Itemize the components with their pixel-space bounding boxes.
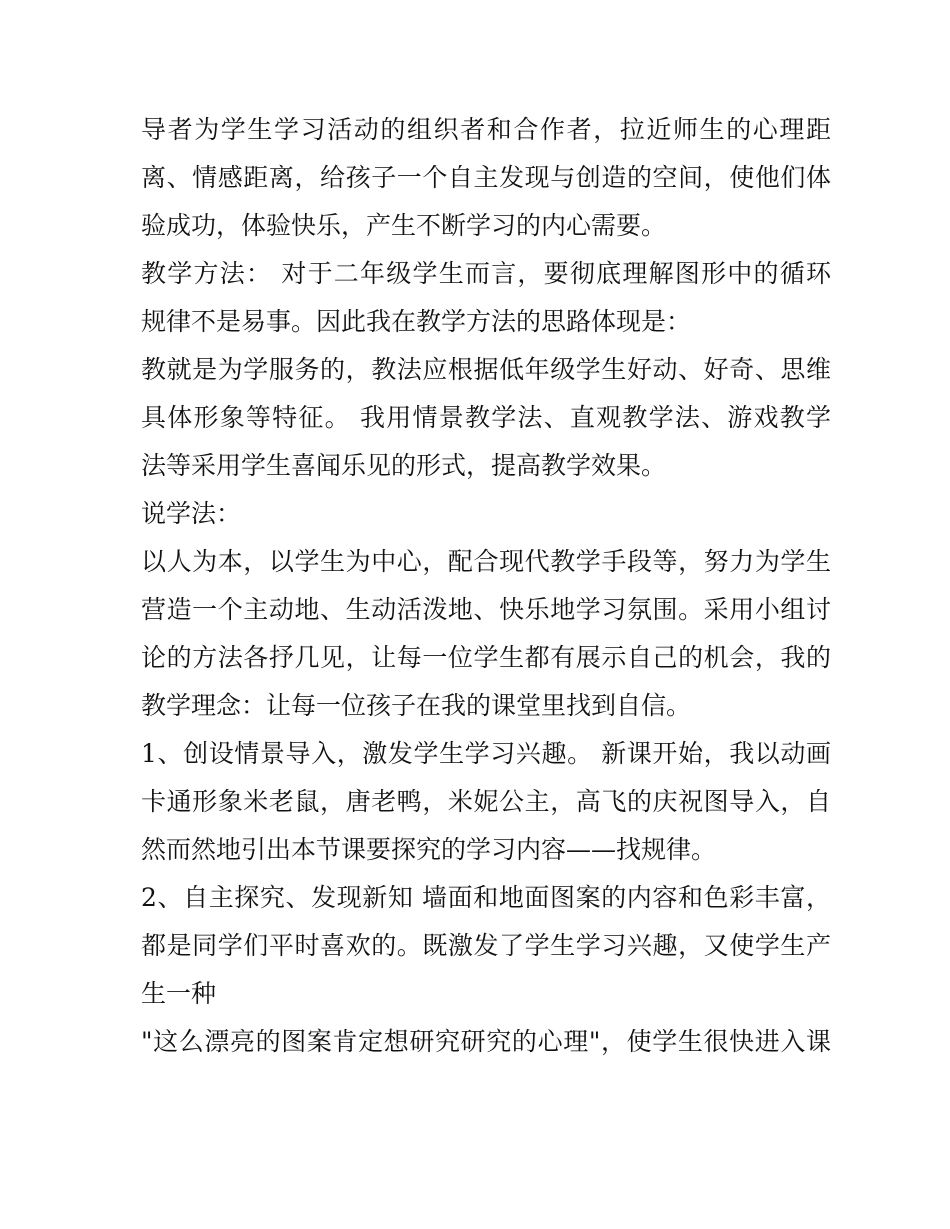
text-line: 说学法： [141,499,242,528]
document-body [141,106,831,1066]
text-line: "这么漂亮的图案肯定想研究研究的心理"，使学生很快进入课 [141,1027,831,1056]
text-line: 教就是为学服务的，教法应根据低年级学生好动、好奇、思维 [141,355,831,384]
text-line: 教学理念：让每一位孩子在我的课堂里找到自信。 [141,691,692,720]
text-line: 生一种 [141,979,217,1008]
text-line: 2、自主探究、发现新知 墙面和地面图案的内容和色彩丰富， [141,883,831,912]
text-line: 法等采用学生喜闻乐见的形式，提高教学效果。 [141,451,667,480]
text-line: 以人为本，以学生为中心，配合现代教学手段等，努力为学生 [141,547,831,576]
text-line: 都是同学们平时喜欢的。既激发了学生学习兴趣，又使学生产 [141,931,831,960]
text-line: 离、情感距离，给孩子一个自主发现与创造的空间，使他们体 [141,163,831,192]
text-line: 规律不是易事。因此我在教学方法的思路体现是： [141,307,692,336]
text-line: 1、创设情景导入，激发学生学习兴趣。 新课开始，我以动画 [141,739,831,768]
text-line: 论的方法各抒几见，让每一位学生都有展示自己的机会，我的 [141,643,831,672]
text-line: 然而然地引出本节课要探究的学习内容——找规律。 [141,835,717,864]
text-line: 验成功，体验快乐，产生不断学习的内心需要。 [141,211,667,240]
text-line: 教学方法： 对于二年级学生而言，要彻底理解图形中的循环 [141,259,831,288]
text-line: 导者为学生学习活动的组织者和合作者，拉近师生的心理距 [141,115,831,144]
text-line: 具体形象等特征。 我用情景教学法、直观教学法、游戏教学 [141,403,831,432]
text-line: 营造一个主动地、生动活泼地、快乐地学习氛围。采用小组讨 [141,595,831,624]
text-line: 卡通形象米老鼠，唐老鸭，米妮公主，高飞的庆祝图导入，自 [141,787,831,816]
